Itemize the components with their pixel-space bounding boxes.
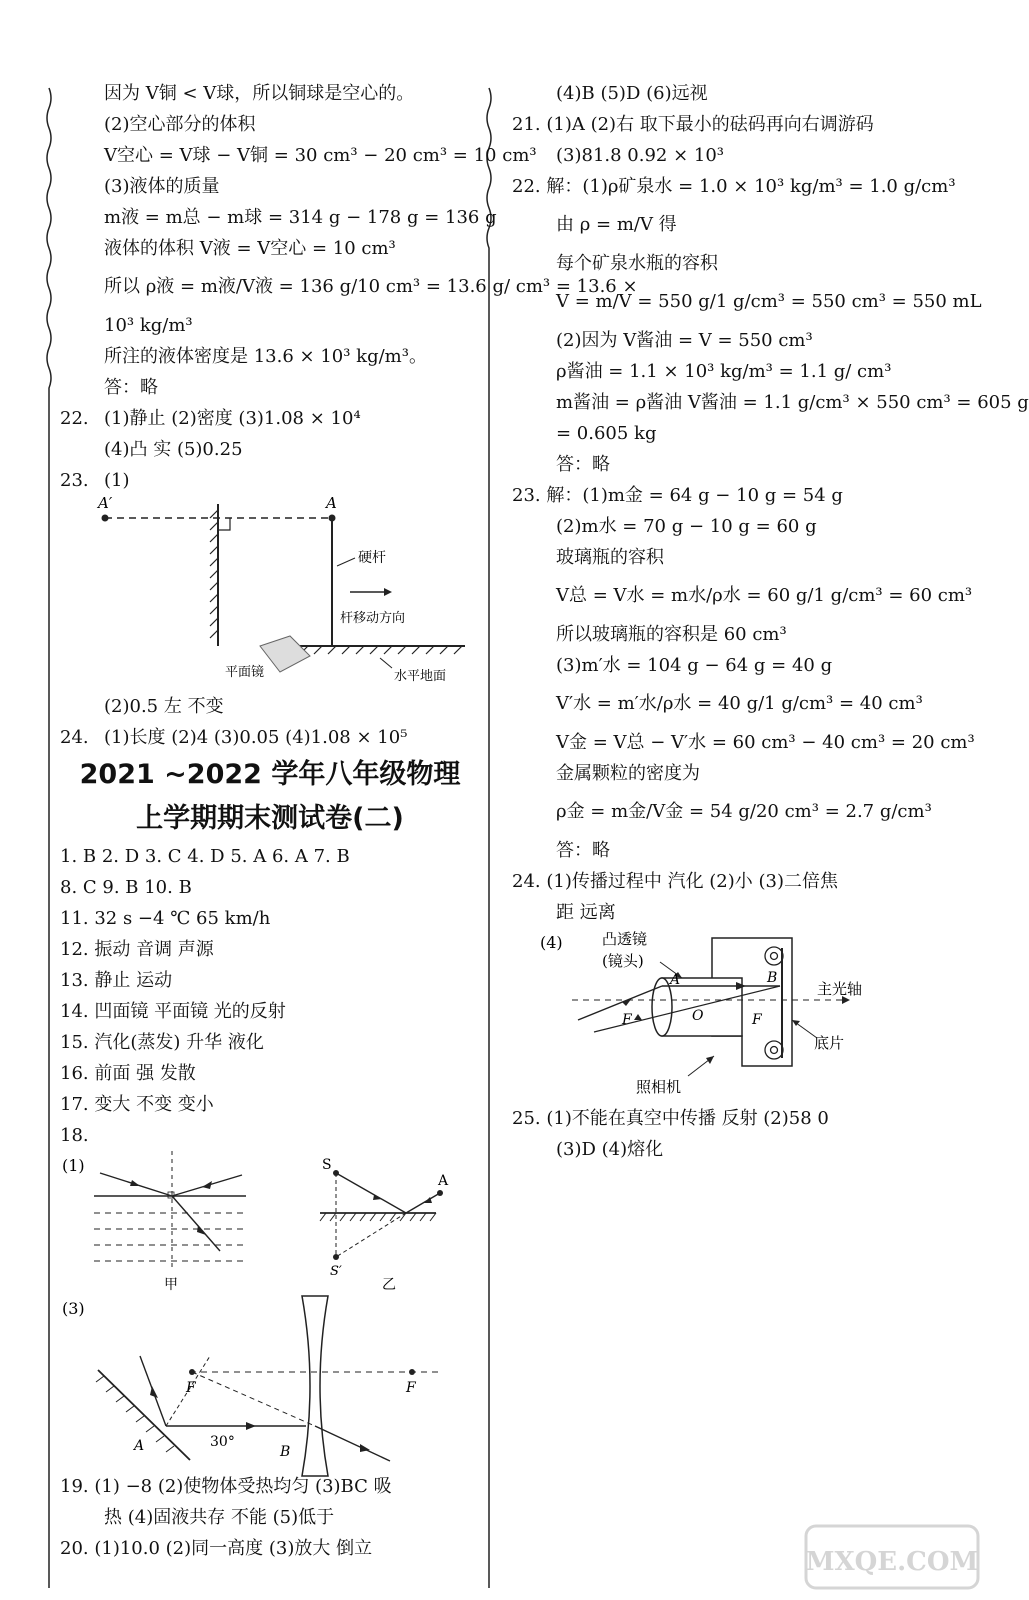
text-line: 22. 解：(1)ρ矿泉水 = 1.0 × 10³ kg/m³ = 1.0 g/cm³ <box>512 176 956 197</box>
label-film: 底片 <box>814 1034 845 1052</box>
text-line: 距 远离 <box>556 902 616 923</box>
answer-line: 8. C 9. B 10. B <box>60 877 192 898</box>
text-line: (3)81.8 0.92 × 10³ <box>556 145 725 166</box>
text-line: (4)B (5)D (6)远视 <box>556 83 708 104</box>
label-focus-left: F <box>622 1012 632 1028</box>
label-ground: 水平地面 <box>394 669 447 684</box>
label-focus-right: F <box>752 1012 762 1028</box>
text-line: m酱油 = ρ酱油 V酱油 = 1.1 g/cm³ × 550 cm³ = 605 g <box>556 392 1029 413</box>
text-line: 玻璃瓶的容积 <box>556 547 664 568</box>
question-number: 23. <box>60 470 89 491</box>
answer-line: 16. 前面 强 发散 <box>60 1063 196 1084</box>
label-s-prime: S′ <box>330 1264 342 1279</box>
text-line: V总 = V水 = m水/ρ水 = 60 g/1 g/cm³ = 60 cm³ <box>556 585 973 606</box>
text-line: 答：略 <box>556 840 610 861</box>
label-s: S <box>322 1157 332 1173</box>
text-line: 答：略 <box>104 377 158 398</box>
text-line: (3)m′水 = 104 g − 64 g = 40 g <box>556 655 833 676</box>
label-mirror: 平面镜 <box>225 665 265 680</box>
label-convex-lens: 凸透镜 <box>602 930 648 948</box>
text-line: ρ金 = m金/V金 = 54 g/20 cm³ = 2.7 g/cm³ <box>556 801 932 822</box>
label-a-point: A <box>438 1173 449 1189</box>
text-line: 由 ρ = m/V 得 <box>556 214 677 235</box>
text-line: 答：略 <box>556 454 610 475</box>
q22-line-1 <box>60 403 480 434</box>
answer-line: 12. 振动 音调 声源 <box>60 939 214 960</box>
label-camera: 照相机 <box>636 1078 682 1096</box>
label-point-b: B <box>767 970 778 986</box>
answer-line: 13. 静止 运动 <box>60 970 173 991</box>
reflection-refraction-diagrams <box>60 1151 480 1291</box>
answer-line: 18. <box>60 1125 89 1146</box>
part-label: (1) <box>104 470 130 491</box>
text-line: 10³ kg/m³ <box>104 315 193 336</box>
q25-line-2: (3)D (4)熔化 <box>556 1139 664 1160</box>
text-line: 因为 V铜 < V球，所以铜球是空心的。 <box>104 83 415 104</box>
text-line: ρ酱油 = 1.1 × 10³ kg/m³ = 1.1 g/ cm³ <box>556 361 892 382</box>
answer-line: 14. 凹面镜 平面镜 光的反射 <box>60 1001 286 1022</box>
label-optical-center: O <box>692 1008 704 1024</box>
label-move-direction: 杆移动方向 <box>340 611 406 626</box>
text-line: (2)因为 V酱油 = V = 550 cm³ <box>556 330 813 351</box>
camera-lens-diagram <box>512 928 952 1098</box>
text-line: (2)空心部分的体积 <box>104 114 256 135</box>
label-angle: 30° <box>210 1434 235 1450</box>
answer-line: 15. 汽化(蒸发) 升华 液化 <box>60 1032 264 1053</box>
watermark-logo <box>802 1522 982 1592</box>
part-label: (3) <box>62 1299 85 1318</box>
text-line: (3)液体的质量 <box>104 176 220 197</box>
text-line: (2)m水 = 70 g − 10 g = 60 g <box>556 516 817 537</box>
q23-line-1 <box>60 465 480 496</box>
label-jia: 甲 <box>164 1277 178 1293</box>
text-line: = 0.605 kg <box>556 423 657 444</box>
label-lens-head: (镜头) <box>602 952 644 970</box>
text-line: 液体的体积 V液 = V空心 = 10 cm³ <box>104 238 396 259</box>
q22-line-2: (4)凸 实 (5)0.25 <box>104 439 243 460</box>
answer-text: (1)长度 (2)4 (3)0.05 (4)1.08 × 10⁵ <box>104 727 408 748</box>
text-line: V′水 = m′水/ρ水 = 40 g/1 g/cm³ = 40 cm³ <box>556 693 923 714</box>
text-line: V空心 = V球 − V铜 = 30 cm³ − 20 cm³ = 10 cm³ <box>104 145 537 166</box>
answer-text: (1)静止 (2)密度 (3)1.08 × 10⁴ <box>104 408 361 429</box>
text-line: 金属颗粒的密度为 <box>556 763 700 784</box>
left-margin-line <box>44 88 54 1588</box>
text-line: 所以玻璃瓶的容积是 60 cm³ <box>556 624 787 645</box>
label-point-b: B <box>280 1444 291 1460</box>
label-main-axis: 主光轴 <box>817 980 863 998</box>
q20-line: 20. (1)10.0 (2)同一高度 (3)放大 倒立 <box>60 1538 373 1559</box>
section-title-line-2: 上学期期末测试卷(二) <box>136 803 404 834</box>
text-line: 24. (1)传播过程中 汽化 (2)小 (3)二倍焦 <box>512 871 839 892</box>
part-label: (1) <box>62 1156 85 1175</box>
center-divider-line <box>484 88 494 1588</box>
part-label: (4) <box>540 933 563 952</box>
text-line: 每个矿泉水瓶的容积 <box>556 253 718 274</box>
answer-line: 1. B 2. D 3. C 4. D 5. A 6. A 7. B <box>60 846 350 867</box>
text-line: m液 = m总 − m球 = 314 g − 178 g = 136 g <box>104 207 497 228</box>
question-number: 22. <box>60 408 89 429</box>
label-a: A <box>326 494 337 512</box>
question-number: 24. <box>60 727 89 748</box>
label-point-a: A <box>134 1438 145 1454</box>
concave-lens-diagram <box>60 1296 480 1466</box>
label-a-prime: A′ <box>98 494 113 512</box>
mirror-rod-diagram <box>60 496 480 686</box>
answer-line: 11. 32 s −4 ℃ 65 km/h <box>60 908 271 929</box>
watermark-text: MXQE.COM <box>805 1547 979 1577</box>
label-rod: 硬杆 <box>358 550 386 566</box>
q19-line-2: 热 (4)固液共存 不能 (5)低于 <box>104 1507 335 1528</box>
q25-line-1: 25. (1)不能在真空中传播 反射 (2)58 0 <box>512 1108 829 1129</box>
text-line: 23. 解：(1)m金 = 64 g − 10 g = 54 g <box>512 485 843 506</box>
q19-line-1: 19. (1) −8 (2)使物体受热均匀 (3)BC 吸 <box>60 1476 392 1497</box>
label-focus-left: F <box>186 1380 196 1396</box>
text-line: V = m/V = 550 g/1 g/cm³ = 550 cm³ = 550 mL <box>556 291 982 312</box>
q24-line <box>60 722 480 753</box>
text-line: 所注的液体密度是 13.6 × 10³ kg/m³。 <box>104 346 427 367</box>
answer-line: 17. 变大 不变 变小 <box>60 1094 214 1115</box>
right-column <box>512 78 1029 1165</box>
label-yi: 乙 <box>382 1277 396 1293</box>
label-focus-right: F <box>406 1380 416 1396</box>
text-line: V金 = V总 − V′水 = 60 cm³ − 40 cm³ = 20 cm³ <box>556 732 975 753</box>
section-title-line-1: 2021 ~2022 学年八年级物理 <box>79 759 461 790</box>
q23-line-2: (2)0.5 左 不变 <box>104 696 224 717</box>
text-line: 所以 ρ液 = m液/V液 = 136 g/10 cm³ = 13.6 g/ cm³ = 13.6 × <box>104 276 638 297</box>
text-line: 21. (1)A (2)右 取下最小的砝码再向右调游码 <box>512 114 874 135</box>
label-point-a: A <box>670 972 681 988</box>
